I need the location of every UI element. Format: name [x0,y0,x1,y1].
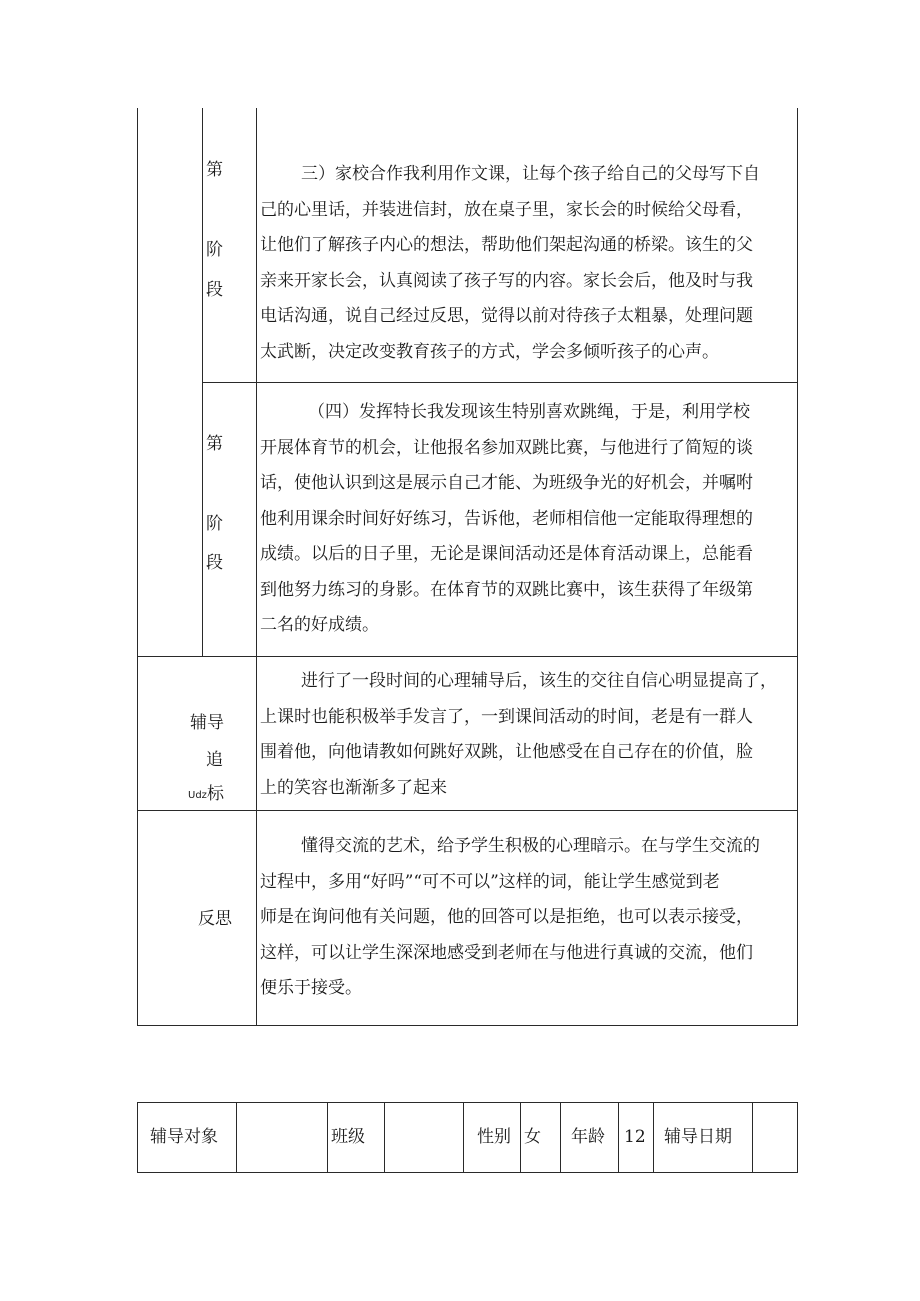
stage4-line: 他利用课余时间好好练习，告诉他，老师相信他一定能取得理想的 [260,508,753,529]
followup-label-biao: 标 [207,784,224,804]
table1-left-border [137,108,138,1026]
date-label: 辅导日期 [664,1127,732,1147]
followup-bottom-border [137,810,798,811]
followup-line: 进行了一段时间的心理辅导后，该生的交往自信心明显提高了， [301,671,777,691]
gender-label: 性别 [477,1127,511,1147]
stage4-line: （四）发挥特长我发现该生特别喜欢跳绳，于是，利用学校 [308,402,750,422]
followup-label-fudao: 辅导 [190,713,224,733]
followup-line: 上课时也能积极举手发言了，一到课间活动的时间，老是有一群人 [260,706,753,727]
table2-col-border [384,1102,385,1173]
reflection-text [260,829,796,1007]
class-label: 班级 [331,1127,365,1147]
stage4-line: 到他努力练习的身影。在体育节的双跳比赛中，该生获得了年级第 [260,579,753,600]
stage3-label-di: 第 [206,160,223,180]
stage3-bottom-border [202,382,798,383]
table2-col-border [797,1102,798,1173]
table1-right-border [797,108,798,1026]
reflection-line: 这样，可以让学生深深地感受到老师在与他进行真诚的交流，他们 [260,942,753,963]
reflection-line: 便乐于接受。 [260,978,362,998]
stage3-label-duan: 段 [206,280,223,300]
stage4-line: 开展体育节的机会，让他报名参加双跳比赛，与他进行了简短的谈 [260,437,753,458]
table2-col-border [327,1102,328,1173]
stage3-line: 电话沟通，说自己经过反思，觉得以前对待孩子太粗暴，处理问题 [260,306,753,326]
table2-col-border [653,1102,654,1173]
stage3-line: 己的心里话，并装进信封，放在桌子里，家长会的时候给父母看， [260,199,753,220]
gender-value[interactable]: 女 [524,1127,541,1147]
age-value[interactable]: 12 [624,1127,646,1147]
followup-label-small-text: Udz [188,790,207,801]
reflection-line: 过程中，多用“好吗”“可不可以”这样的词，能让学生感觉到老 [260,871,720,892]
stage4-label-duan: 段 [206,553,223,573]
table2-col-border [236,1102,237,1173]
followup-label-zhui: 追 [206,750,223,770]
stage4-line: 二名的好成绩。 [260,615,379,635]
stage3-line: 三）家校合作我利用作文课，让每个孩子给自己的父母写下自 [301,164,760,184]
table2-col-border [560,1102,561,1173]
table2-col-border [618,1102,619,1173]
stage4-label-jie: 阶 [206,514,223,534]
stage4-line: 成绩。以后的日子里，无论是课间活动还是体育活动课上，总能看 [260,544,753,564]
table2-col-border [137,1102,138,1173]
subject-label: 辅导对象 [150,1127,218,1147]
stage3-line: 太武断，决定改变教育孩子的方式，学会多倾听孩子的心声。 [260,341,719,362]
reflection-line: 懂得交流的艺术，给予学生积极的心理暗示。在与学生交流的 [301,836,760,856]
stage4-bottom-border [137,656,798,657]
table2-col-border [520,1102,521,1173]
table2-col-border [463,1102,464,1173]
stage4-line: 话，使他认识到这是展示自己才能、为班级争光的好机会，并嘱咐 [260,473,753,493]
reflection-line: 师是在询问他有关问题，他的回答可以是拒绝，也可以表示接受， [260,907,753,927]
followup-text [260,664,796,806]
stage4-label-di: 第 [206,434,223,454]
stage3-text [260,157,796,370]
table1-bottom-border [137,1025,798,1026]
reflection-label: 反思 [198,909,232,929]
age-label: 年龄 [571,1127,605,1147]
table2-col-border [752,1102,753,1173]
stage3-label-jie: 阶 [206,240,223,260]
stage4-text [260,395,796,644]
followup-line: 上的笑容也渐渐多了起来 [260,777,447,798]
table1-content-col-border [256,108,257,1026]
followup-line: 围着他，向他请教如何跳好双跳，让他感受在自己存在的价值，脸 [260,742,753,762]
stage3-line: 亲来开家长会，认真阅读了孩子写的内容。家长会后，他及时与我 [260,270,753,291]
stage3-line: 让他们了解孩子内心的想法，帮助他们架起沟通的桥梁。该生的父 [260,235,753,255]
